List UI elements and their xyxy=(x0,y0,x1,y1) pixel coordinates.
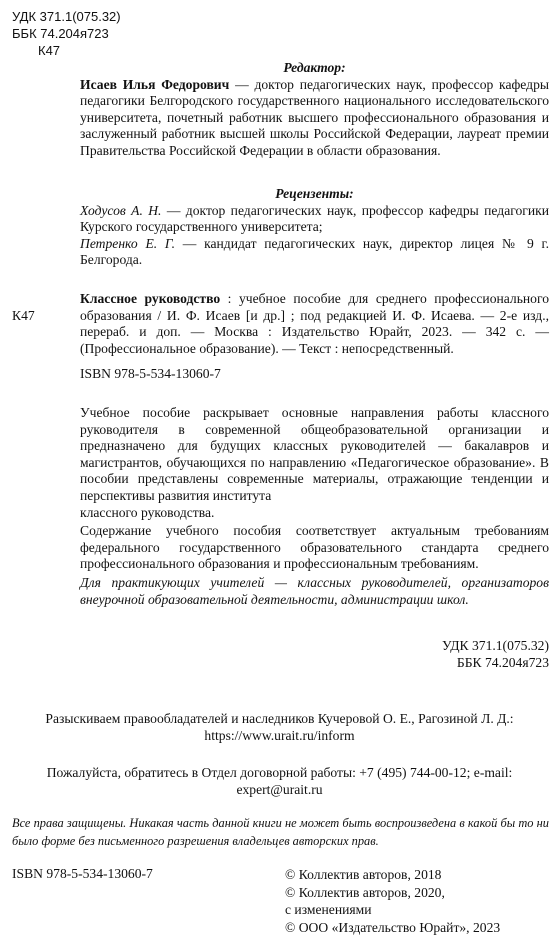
footer-isbn: ISBN 978-5-534-13060-7 xyxy=(12,866,153,881)
rightholder-search-notice xyxy=(0,710,559,744)
udk-code: УДК 371.1(075.32) xyxy=(12,9,121,24)
contact-notice xyxy=(0,764,559,798)
catalog-record xyxy=(80,291,549,383)
rights-reserved-notice: Все права защищены. Никакая часть данной книги не может быть воспроизведена в какой бы то ни было форме без письменного разрешения владельцев авторских прав. xyxy=(12,816,549,848)
reviewer-1-text: — доктор педагогических наук, профессор кафедры педагогики Курского государственного университета; xyxy=(80,202,549,235)
reviewer-1 xyxy=(80,203,549,236)
reviewers-heading: Рецензенты: xyxy=(275,186,354,201)
abstract-paragraph-3: Для практикующих учителей — классных руководителей, организаторов внеурочной образовательной деятельности, администрации школ. xyxy=(80,574,549,607)
catalog-isbn: ISBN 978-5-534-13060-7 xyxy=(80,366,221,382)
editor-name: Исаев Илья Федорович xyxy=(80,76,230,92)
editor-description xyxy=(80,77,549,160)
copyright-line: © Коллектив авторов, 2020, xyxy=(285,884,445,900)
editor-text: — доктор педагогических наук, профессор кафедры педагогики Белгородского государственного национального исследовательского университета, почетный работник высшего профессионального образования и заслуженный работник высшей школы Российской Федерации, лауреат премии Правительства Российской Федерации в области образования. xyxy=(80,76,550,158)
catalog-description xyxy=(80,291,549,357)
editor-heading: Редактор: xyxy=(283,60,346,75)
copyright-list xyxy=(285,866,500,936)
reviewers-block xyxy=(80,186,549,269)
abstract-block xyxy=(80,405,549,608)
bbk-code: ББК 74.204я723 xyxy=(12,26,109,41)
catalog-text: : учебное пособие для среднего профессионального образования / И. Ф. Исаев [и др.] ; под редакцией И. Ф. Исаева. — 2-е изд., перераб. и доп. — Москва : Издательство Юрайт, 2023. — 342 с. — (Профессиональное образование). — Текст : непосредственный. xyxy=(80,291,550,356)
search-notice-url[interactable]: https://www.urait.ru/inform xyxy=(204,728,355,743)
reviewer-2-name: Петренко Е. Г. xyxy=(80,235,175,251)
copyright-line: © ООО «Издательство Юрайт», 2023 xyxy=(285,919,501,935)
bbk-code-bottom: ББК 74.204я723 xyxy=(456,654,549,670)
codes-bottom xyxy=(80,638,549,671)
search-notice-text: Разыскиваем правообладателей и наследников Кучеровой О. Е., Рагозиной Л. Д.: xyxy=(45,711,514,726)
reviewer-2 xyxy=(80,236,549,269)
editor-block xyxy=(80,60,549,160)
abstract-paragraph-1-tail: классного руководства. xyxy=(80,504,215,520)
reviewer-2-text: — кандидат педагогических наук, директор лицея № 9 г. Белгорода. xyxy=(80,235,549,268)
abstract-paragraph-1: Учебное пособие раскрывает основные направления работы классного руководителя в современной общеобразовательной организации и предназначено для будущих классных руководителей — бакалавров и магистрантов, обучающихся по направлению «Педагогическое образование». В пособии представлены современные материалы, отражающие тенденции и перспективы развития института xyxy=(80,405,549,503)
catalog-author-mark: К47 xyxy=(12,308,35,323)
reviewer-1-name: Ходусов А. Н. xyxy=(80,202,162,218)
author-mark: К47 xyxy=(38,43,61,58)
udk-code-bottom: УДК 371.1(075.32) xyxy=(441,638,549,653)
contact-email[interactable]: expert@urait.ru xyxy=(236,782,323,797)
catalog-title: Классное руководство xyxy=(80,291,221,306)
abstract-paragraph-2: Содержание учебного пособия соответствует актуальным требованиям федерального государственного образовательного стандарта среднего профессионального образования и профессиональным требованиям. xyxy=(80,523,549,572)
classification-codes xyxy=(12,8,121,59)
copyright-line: © Коллектив авторов, 2018 xyxy=(285,867,442,882)
contact-notice-text: Пожалуйста, обратитесь в Отдел договорной работы: +7 (495) 744-00-12; e-mail: xyxy=(46,765,513,780)
copyright-line: с изменениями xyxy=(285,902,372,917)
